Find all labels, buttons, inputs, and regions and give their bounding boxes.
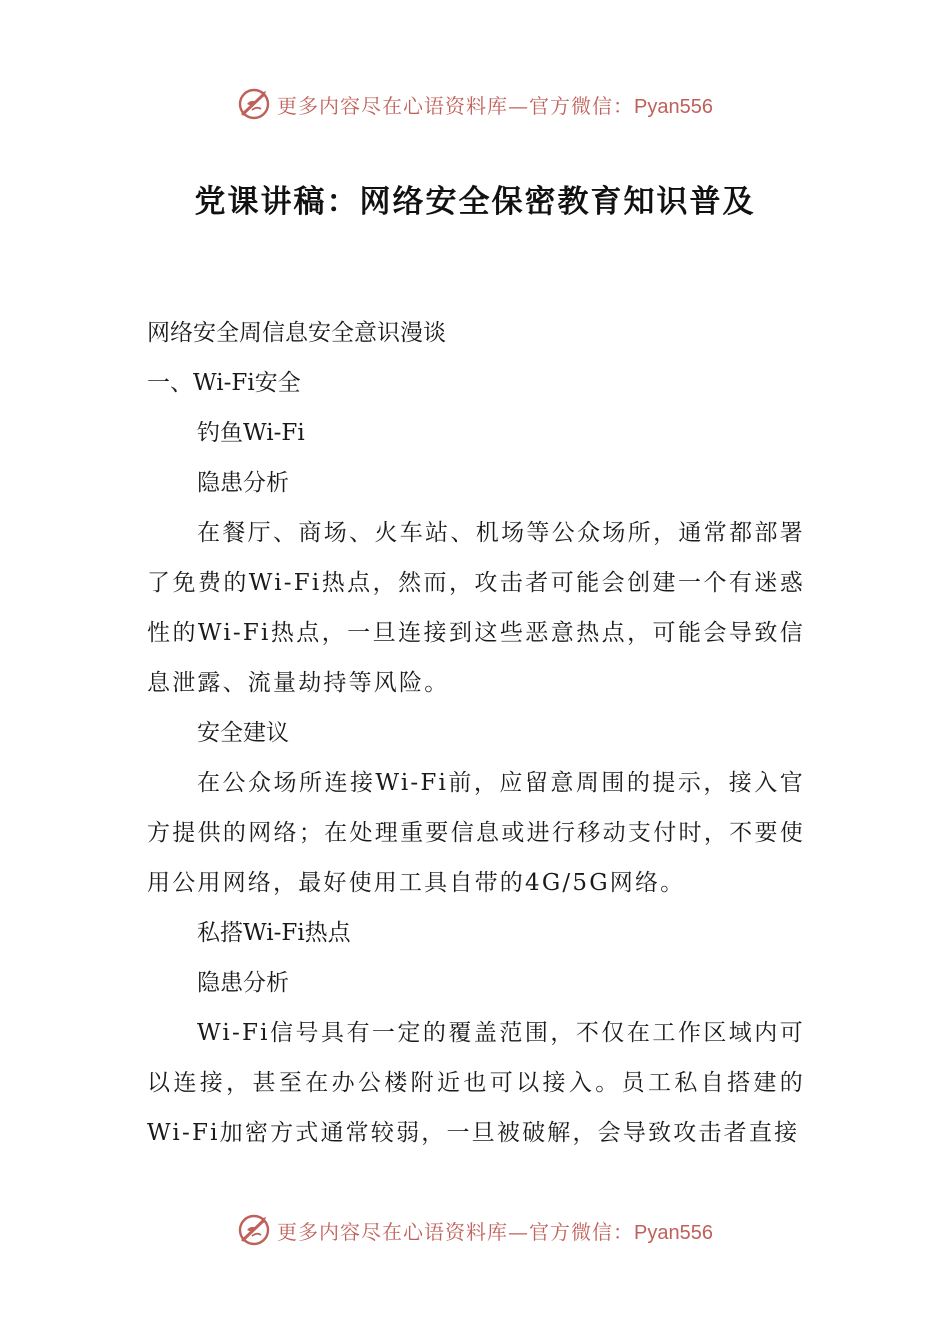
topic-heading-phishing-wifi: 钓鱼Wi-Fi (197, 420, 305, 446)
subheading-security-advice: 安全建议 (197, 720, 289, 746)
watermark-header (0, 84, 950, 124)
watermark-wechat-id: Pyan556 (634, 1221, 713, 1244)
pen-logo-icon (237, 87, 271, 121)
watermark-text: 更多内容尽在心语资料库—官方微信：Pyan556 (277, 93, 713, 118)
section-heading-wifi-security: 一、Wi-Fi安全 (147, 370, 301, 396)
pen-logo-icon (237, 1213, 271, 1247)
paragraph-phishing-risk: 在餐厅、商场、火车站、机场等公众场所，通常都部署了免费的Wi-Fi热点，然而，攻击者可能会创建一个有迷惑性的Wi-Fi热点，一旦连接到这些恶意热点，可能会导致信息泄露、流量劫持等风险。 (147, 520, 805, 696)
document-title: 党课讲稿：网络安全保密教育知识普及 (194, 184, 756, 220)
watermark-text: 更多内容尽在心语资料库—官方微信：Pyan556 (277, 1219, 713, 1244)
watermark-wechat-id: Pyan556 (634, 95, 713, 118)
subheading-risk-analysis: 隐患分析 (197, 470, 289, 496)
document-subtitle: 网络安全周信息安全意识漫谈 (147, 320, 446, 346)
subheading-risk-analysis-2: 隐患分析 (197, 970, 289, 996)
paragraph-hotspot-risk: Wi-Fi信号具有一定的覆盖范围，不仅在工作区域内可以连接，甚至在办公楼附近也可以接入。员工私自搭建的Wi-Fi加密方式通常较弱，一旦被破解，会导致攻击者直接 (147, 1020, 805, 1146)
document-body (147, 308, 805, 1158)
watermark-footer (0, 1210, 950, 1250)
topic-heading-private-hotspot: 私搭Wi-Fi热点 (197, 920, 351, 946)
paragraph-phishing-advice: 在公众场所连接Wi-Fi前，应留意周围的提示，接入官方提供的网络；在处理重要信息或进行移动支付时，不要使用公用网络，最好使用工具自带的4G/5G网络。 (147, 770, 805, 896)
